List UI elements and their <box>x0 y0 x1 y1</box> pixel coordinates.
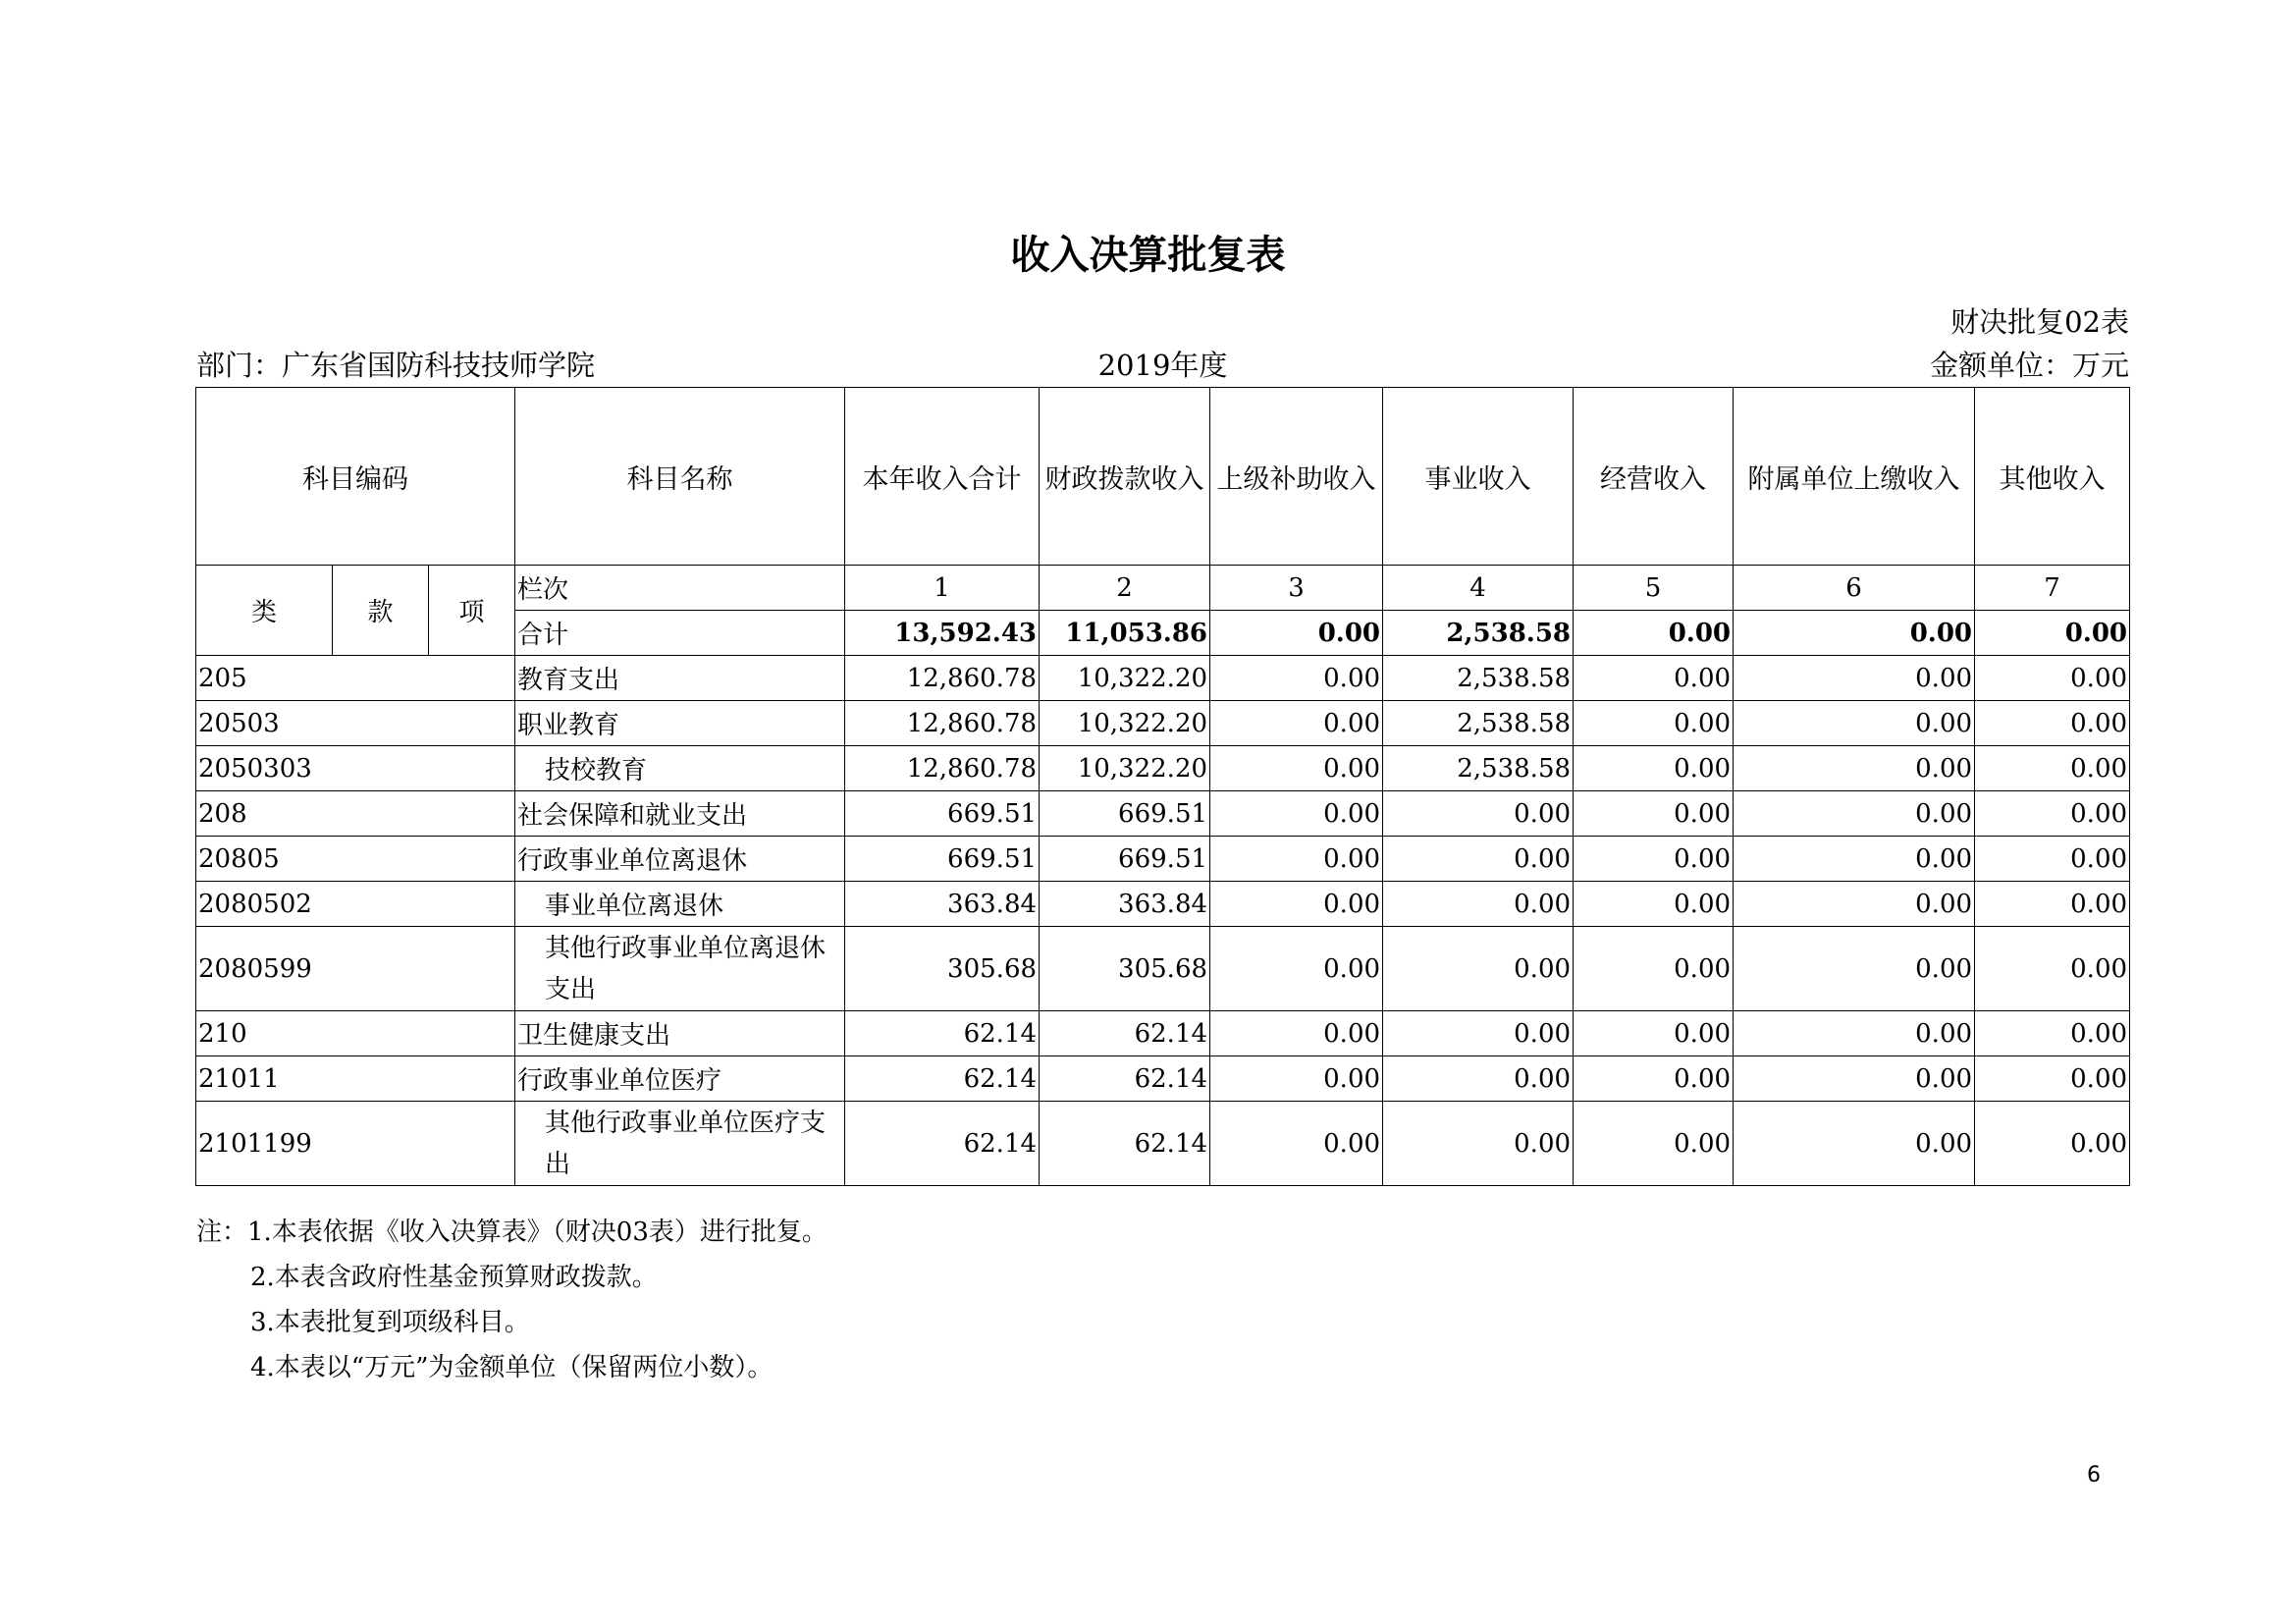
row-value: 0.00 <box>1975 927 2130 1011</box>
row-value: 0.00 <box>1975 701 2130 746</box>
row-value: 0.00 <box>1574 1102 1734 1186</box>
row-value: 0.00 <box>1383 927 1574 1011</box>
column-index: 2 <box>1040 566 1210 611</box>
row-code: 2080502 <box>196 882 515 927</box>
total-value: 11,053.86 <box>1040 611 1210 656</box>
row-code: 2101199 <box>196 1102 515 1186</box>
row-value: 0.00 <box>1574 1056 1734 1102</box>
table-row <box>196 1102 2130 1186</box>
row-code: 20805 <box>196 837 515 882</box>
department-label: 部门：广东省国防科技技师学院 <box>196 349 596 382</box>
row-value: 2,538.58 <box>1383 656 1574 701</box>
header-lei: 类 <box>196 566 333 656</box>
row-value: 0.00 <box>1383 882 1574 927</box>
total-value: 0.00 <box>1975 611 2130 656</box>
row-value: 0.00 <box>1975 746 2130 791</box>
row-value: 62.14 <box>845 1102 1040 1186</box>
row-value: 0.00 <box>1734 656 1975 701</box>
row-value: 0.00 <box>1383 791 1574 837</box>
row-code: 2050303 <box>196 746 515 791</box>
income-table <box>195 387 2130 1186</box>
note-item: 2.本表含政府性基金预算财政拨款。 <box>250 1263 658 1292</box>
row-value: 12,860.78 <box>845 656 1040 701</box>
row-name: 事业单位离退休 <box>515 882 845 927</box>
row-value: 62.14 <box>1040 1011 1210 1056</box>
row-value: 0.00 <box>1975 791 2130 837</box>
column-index: 4 <box>1383 566 1574 611</box>
row-value: 305.68 <box>845 927 1040 1011</box>
row-value: 0.00 <box>1210 837 1383 882</box>
row-value: 0.00 <box>1574 927 1734 1011</box>
total-value: 0.00 <box>1210 611 1383 656</box>
total-value: 2,538.58 <box>1383 611 1574 656</box>
row-value: 0.00 <box>1734 791 1975 837</box>
row-name: 其他行政事业单位离退休支出 <box>515 927 845 1011</box>
table-row <box>196 791 2130 837</box>
row-code: 20503 <box>196 701 515 746</box>
column-index-row <box>196 566 2130 611</box>
row-value: 669.51 <box>845 791 1040 837</box>
row-value: 0.00 <box>1383 1011 1574 1056</box>
row-code: 2080599 <box>196 927 515 1011</box>
note-item: 4.本表以“万元”为金额单位（保留两位小数）。 <box>250 1353 774 1382</box>
row-value: 62.14 <box>845 1056 1040 1102</box>
table-row <box>196 656 2130 701</box>
form-number: 财决批复02表 <box>1950 305 2129 339</box>
row-value: 2,538.58 <box>1383 701 1574 746</box>
header-col-2: 财政拨款收入 <box>1040 388 1210 566</box>
total-label: 合计 <box>515 611 845 656</box>
row-code: 21011 <box>196 1056 515 1102</box>
row-value: 62.14 <box>1040 1056 1210 1102</box>
row-value: 0.00 <box>1734 746 1975 791</box>
row-value: 0.00 <box>1975 837 2130 882</box>
header-code: 科目编码 <box>196 388 515 566</box>
row-name: 行政事业单位医疗 <box>515 1056 845 1102</box>
row-value: 0.00 <box>1574 656 1734 701</box>
row-value: 0.00 <box>1734 1011 1975 1056</box>
row-value: 669.51 <box>1040 791 1210 837</box>
row-name: 其他行政事业单位医疗支出 <box>515 1102 845 1186</box>
total-value: 0.00 <box>1734 611 1975 656</box>
total-value: 0.00 <box>1574 611 1734 656</box>
table-row <box>196 1056 2130 1102</box>
row-value: 0.00 <box>1210 701 1383 746</box>
row-value: 0.00 <box>1210 746 1383 791</box>
row-value: 62.14 <box>845 1011 1040 1056</box>
row-value: 62.14 <box>1040 1102 1210 1186</box>
row-value: 10,322.20 <box>1040 746 1210 791</box>
row-code: 210 <box>196 1011 515 1056</box>
note-item: 3.本表批复到项级科目。 <box>250 1308 530 1337</box>
row-value: 0.00 <box>1210 1056 1383 1102</box>
row-value: 0.00 <box>1975 1102 2130 1186</box>
row-name: 卫生健康支出 <box>515 1011 845 1056</box>
row-value: 12,860.78 <box>845 701 1040 746</box>
year-label: 2019年度 <box>1097 349 1228 382</box>
row-value: 0.00 <box>1383 1102 1574 1186</box>
row-value: 669.51 <box>845 837 1040 882</box>
row-value: 0.00 <box>1734 1102 1975 1186</box>
row-value: 0.00 <box>1574 791 1734 837</box>
meta-row <box>196 344 2129 383</box>
row-value: 363.84 <box>845 882 1040 927</box>
row-value: 10,322.20 <box>1040 656 1210 701</box>
row-value: 0.00 <box>1383 837 1574 882</box>
row-value: 0.00 <box>1574 882 1734 927</box>
row-name: 社会保障和就业支出 <box>515 791 845 837</box>
notes <box>196 1210 828 1390</box>
table-row <box>196 746 2130 791</box>
column-index: 3 <box>1210 566 1383 611</box>
row-name: 职业教育 <box>515 701 845 746</box>
column-index: 1 <box>845 566 1040 611</box>
header-row <box>196 388 2130 566</box>
header-col-6: 附属单位上缴收入 <box>1734 388 1975 566</box>
row-value: 363.84 <box>1040 882 1210 927</box>
row-value: 0.00 <box>1210 791 1383 837</box>
note-item: 注：1.本表依据《收入决算表》（财决03表）进行批复。 <box>196 1218 828 1247</box>
row-code: 205 <box>196 656 515 701</box>
table-row <box>196 1011 2130 1056</box>
table-row <box>196 882 2130 927</box>
header-col-3: 上级补助收入 <box>1210 388 1383 566</box>
row-value: 0.00 <box>1383 1056 1574 1102</box>
row-value: 0.00 <box>1734 837 1975 882</box>
row-value: 0.00 <box>1734 701 1975 746</box>
row-value: 0.00 <box>1734 882 1975 927</box>
page-number: 6 <box>2087 1463 2101 1488</box>
header-col-4: 事业收入 <box>1383 388 1574 566</box>
row-value: 0.00 <box>1574 746 1734 791</box>
row-value: 0.00 <box>1734 927 1975 1011</box>
row-value: 0.00 <box>1975 1011 2130 1056</box>
row-value: 0.00 <box>1210 656 1383 701</box>
row-name: 行政事业单位离退休 <box>515 837 845 882</box>
row-value: 12,860.78 <box>845 746 1040 791</box>
row-value: 305.68 <box>1040 927 1210 1011</box>
row-name: 技校教育 <box>515 746 845 791</box>
header-name: 科目名称 <box>515 388 845 566</box>
header-kuan: 款 <box>333 566 429 656</box>
row-value: 0.00 <box>1574 837 1734 882</box>
row-value: 0.00 <box>1574 1011 1734 1056</box>
unit-label: 金额单位：万元 <box>1929 349 2129 382</box>
row-name: 教育支出 <box>515 656 845 701</box>
row-value: 0.00 <box>1210 882 1383 927</box>
row-value: 0.00 <box>1975 1056 2130 1102</box>
row-value: 0.00 <box>1734 1056 1975 1102</box>
row-value: 0.00 <box>1574 701 1734 746</box>
row-code: 208 <box>196 791 515 837</box>
total-value: 13,592.43 <box>845 611 1040 656</box>
header-col-1: 本年收入合计 <box>845 388 1040 566</box>
row-value: 0.00 <box>1975 882 2130 927</box>
header-col-5: 经营收入 <box>1574 388 1734 566</box>
row-value: 0.00 <box>1210 1011 1383 1056</box>
column-index-label: 栏次 <box>515 566 845 611</box>
row-value: 0.00 <box>1210 927 1383 1011</box>
column-index: 6 <box>1734 566 1975 611</box>
column-index: 5 <box>1574 566 1734 611</box>
row-value: 669.51 <box>1040 837 1210 882</box>
table-row <box>196 927 2130 1011</box>
table-row <box>196 837 2130 882</box>
row-value: 2,538.58 <box>1383 746 1574 791</box>
row-value: 0.00 <box>1210 1102 1383 1186</box>
header-col-7: 其他收入 <box>1975 388 2130 566</box>
page-title: 收入决算批复表 <box>1010 233 1286 278</box>
column-index: 7 <box>1975 566 2130 611</box>
row-value: 10,322.20 <box>1040 701 1210 746</box>
row-value: 0.00 <box>1975 656 2130 701</box>
header-xiang: 项 <box>429 566 515 656</box>
table-row <box>196 701 2130 746</box>
